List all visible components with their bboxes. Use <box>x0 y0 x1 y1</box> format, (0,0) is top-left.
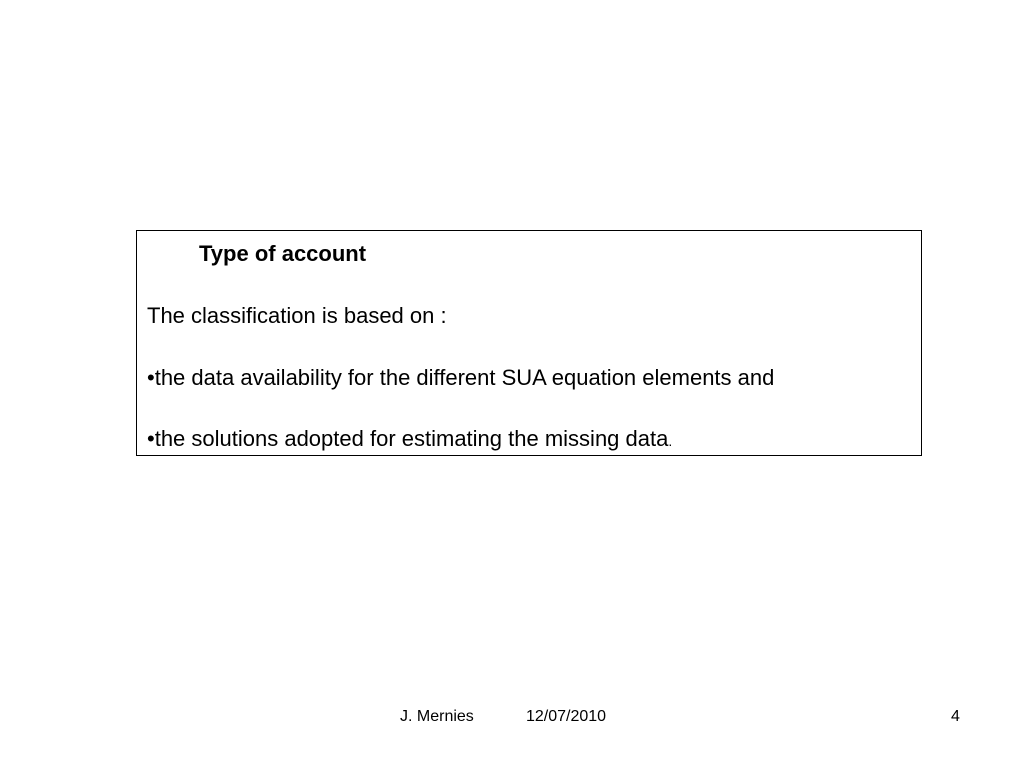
box-title: Type of account <box>199 241 367 266</box>
footer-page-number: 4 <box>951 708 960 725</box>
footer-author: J. Mernies <box>400 708 474 725</box>
content-box <box>136 230 922 456</box>
intro-text: The classification is based on : <box>147 303 447 328</box>
bullet-item-data-availability: •the data availability for the different SUA equation elements and <box>147 365 775 390</box>
bullet-item-solutions-period: . <box>668 433 673 449</box>
bullet-item-solutions <box>147 426 672 452</box>
bullet-item-solutions-text: •the solutions adopted for estimating the missing data <box>147 426 669 451</box>
footer-date: 12/07/2010 <box>526 708 607 725</box>
